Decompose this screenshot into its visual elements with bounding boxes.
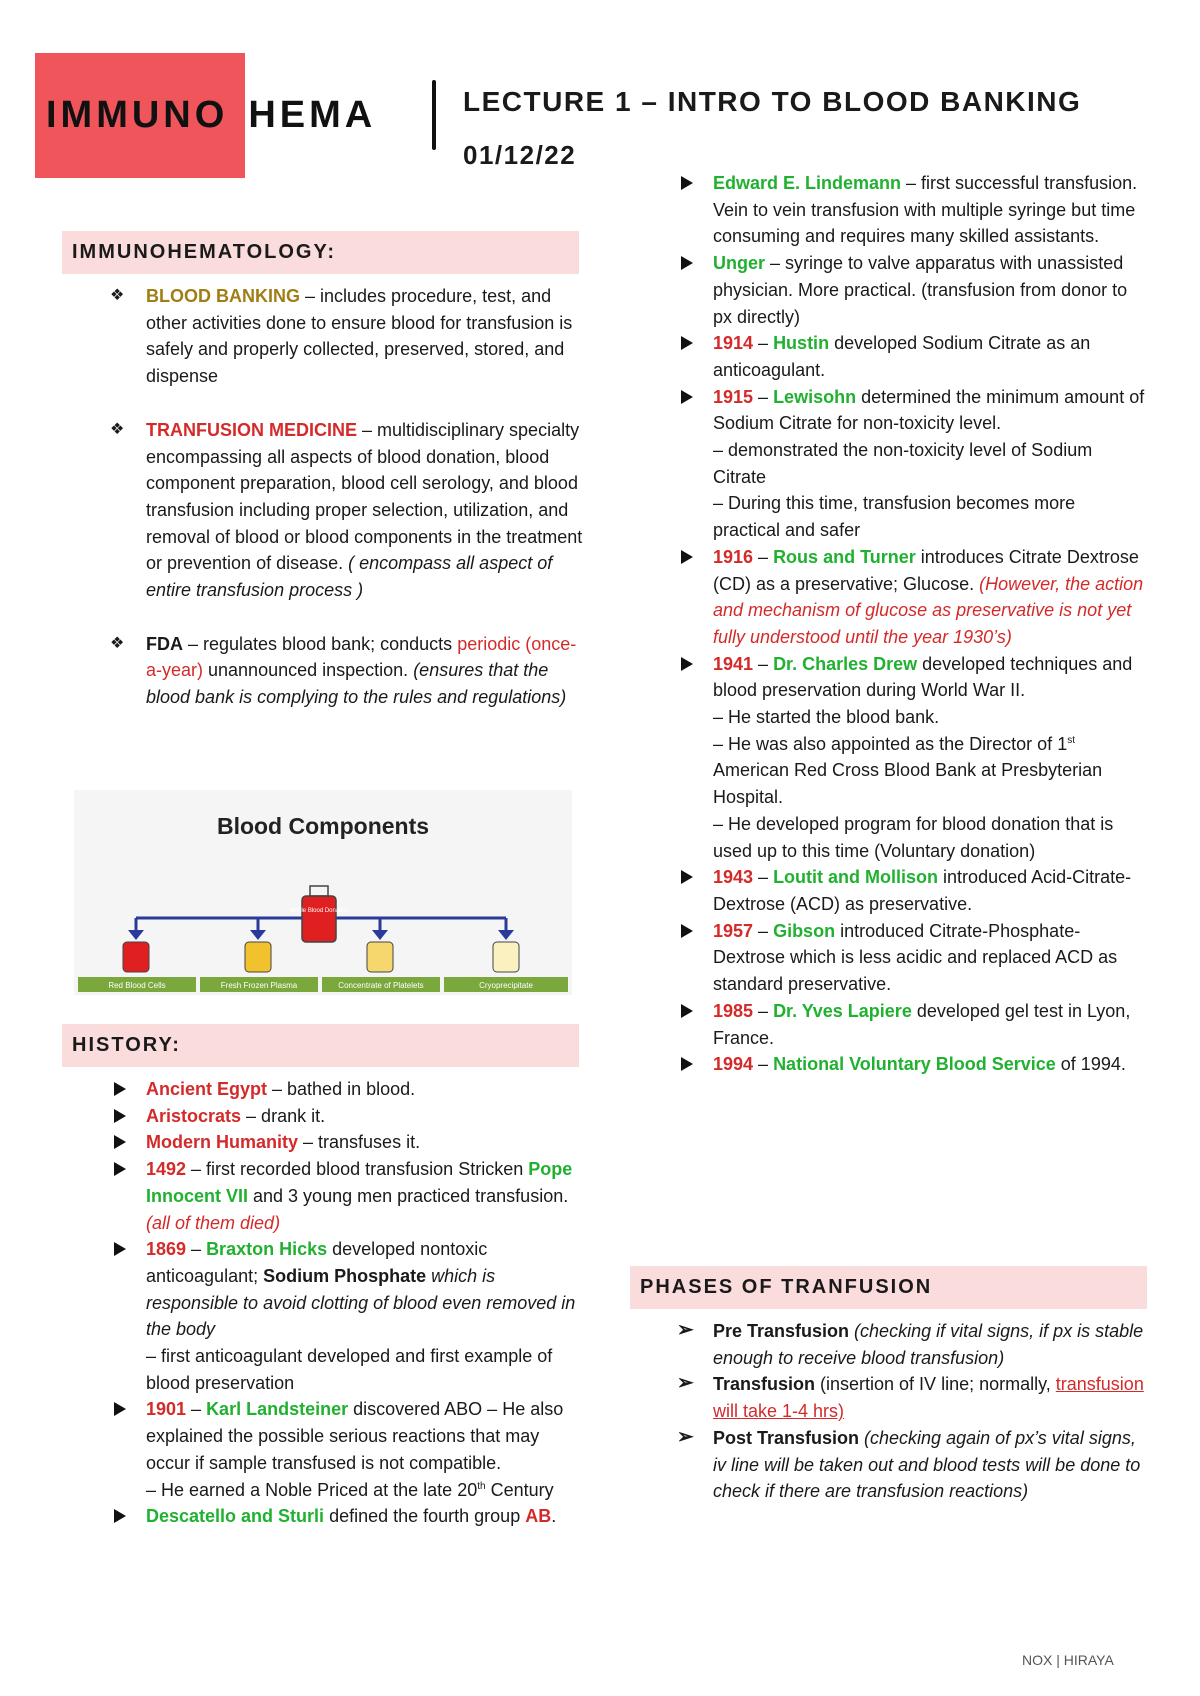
center-bag-label: Whole Blood Donation [289,908,349,914]
history-person: Dr. Yves Lapiere [773,1000,912,1021]
blood-components-figure [74,790,572,995]
arrow-bullet-icon [681,176,693,190]
history-term: Ancient Egypt [146,1079,268,1099]
note-transfusion-medicine: ( encompass all aspect of entire transfusion process ) [146,553,553,601]
history-dash: – [753,546,774,567]
history-item [713,918,1145,998]
history-subtext-part: – He earned a Noble Priced at the late 20 [146,1479,478,1500]
history-italic: which is responsible to avoid clotting of blood even removed in the body [146,1265,576,1340]
logo-right: HEMA [248,94,377,136]
lecture-title: LECTURE 1 – INTRO TO BLOOD BANKING [463,86,1082,117]
history-item [713,330,1145,383]
term-transfusion-medicine: TRANFUSION MEDICINE [146,419,357,440]
figure-title: Blood Components [216,813,430,839]
history-text: determined the minimum amount of Sodium Citrate for non-toxicity level. [713,386,1145,434]
history-subtext-part: American Red Cross Blood Bank at Presbyterian Hospital. [713,760,1103,808]
history-text: defined the fourth group [324,1506,526,1527]
history-item [713,544,1145,651]
history-person: Hustin [773,333,830,354]
history-item [713,998,1145,1051]
history-year: 1901 [146,1399,187,1420]
blood-components-diagram [74,790,572,995]
arrow-bullet-icon [114,1135,126,1149]
history-year: 1994 [713,1054,754,1075]
arrow-bullet-icon [681,924,693,938]
whole-blood-bag-icon [302,896,336,942]
section-history-heading: HISTORY: [62,1024,579,1067]
history-text: developed techniques and blood preservation during World War II. [713,653,1133,701]
phase-item [677,1371,1145,1424]
lecture-date: 01/12/22 [463,140,577,170]
arrow-bullet-icon [114,1402,126,1416]
history-person: Dr. Charles Drew [773,653,918,674]
history-year: 1957 [713,920,754,941]
diamond-bullet-icon: ❖ [110,287,125,304]
history-text: – bathed in blood. [267,1079,416,1099]
history-text: developed Sodium Citrate as an anticoagulant. [713,333,1091,380]
history-subtext: – He developed program for blood donation that is used up to this time (Voluntary donation) [713,813,1114,861]
history-dash: – [186,1399,207,1420]
logo [46,94,376,137]
history-dash: – [753,1000,774,1021]
phase-text: (insertion of IV line; normally, [815,1374,1056,1395]
bag-cryoprecipitate [493,918,519,972]
history-text: – transfuses it. [298,1132,421,1153]
label-red-cells: Red Blood Cells [108,981,166,990]
history-item [713,170,1145,250]
superscript: th [477,1480,486,1492]
list-item [110,283,586,390]
history-item [713,1051,1145,1078]
history-item [146,1129,586,1156]
history-item [146,1236,586,1396]
list-item [110,417,586,604]
history-person: Descatello and Sturli [146,1506,325,1527]
history-text: . [551,1506,557,1527]
arrow-bullet-icon [681,1004,693,1018]
immunohematology-list [110,283,586,711]
history-text: introduced Citrate-Phosphate-Dextrose which is less acidic and replaced ACD as standard preservative. [713,920,1118,995]
history-term: AB [525,1506,552,1527]
history-term: Modern Humanity [146,1132,299,1153]
phase-duration: transfusion will take 1-4 hrs) [713,1374,1144,1422]
note-fda: (ensures that the blood bank is complying to the rules and regulations) [146,660,567,708]
term-blood-banking: BLOOD BANKING [146,286,300,306]
arrow-bullet-icon [114,1242,126,1256]
chevron-bullet-icon: ➢ [677,1319,694,1341]
fda-periodic: periodic (once-a-year) [146,633,577,681]
history-term: Aristocrats [146,1105,242,1126]
arrow-bullet-icon [681,256,693,270]
history-person: Edward E. Lindemann [713,173,902,193]
arrow-bullet-icon [681,1057,693,1071]
history-item [713,651,1145,865]
label-cryo: Cryoprecipitate [479,981,533,990]
phase-term: Pre Transfusion [713,1321,850,1341]
label-platelets: Concentrate of Platelets [338,981,424,990]
cryo-bag-icon [493,942,519,972]
history-dash: – [753,333,774,354]
section-immunohematology-heading: IMMUNOHEMATOLOGY: [62,231,579,274]
history-item [146,1103,586,1130]
history-dash: – [753,653,774,674]
history-subtext: – first anticoagulant developed and first example of blood preservation [146,1346,553,1393]
definition-transfusion-medicine: – multidisciplinary specialty encompassing all aspects of blood donation, blood component preparation, blood cell serology, and blood transfusion including proper selection, utilization, and removal of blood or blood components in the treatment or prevention of disease. [146,419,583,574]
platelets-bag-icon [367,942,393,972]
history-person: Rous and Turner [773,546,916,567]
history-item [146,1396,586,1503]
arrow-bullet-icon [681,870,693,884]
history-dash: – [753,867,774,888]
history-subtext-part: Century [485,1479,554,1500]
arrow-bullet-icon [114,1162,126,1176]
label-plasma: Fresh Frozen Plasma [220,981,298,990]
history-list [146,1076,586,1530]
arrow-bullet-icon [114,1509,126,1523]
definition-blood-banking: – includes procedure, test, and other activities done to ensure blood for transfusion is safely and properly collected, preserved, stored, and dispense [146,286,573,387]
plasma-bag-icon [245,942,271,972]
history-text: developed gel test in Lyon, France. [713,1000,1131,1048]
history-term: Sodium Phosphate [263,1265,427,1286]
header-divider [432,80,436,150]
history-text: introduced Acid-Citrate-Dextrose (ACD) as preservative. [713,867,1132,914]
term-fda: FDA [146,633,183,654]
history-dash: – [753,920,774,941]
diamond-bullet-icon: ❖ [110,420,125,438]
history-year: 1941 [713,653,754,674]
history-subtext: – He started the blood bank. [713,707,940,728]
arrow-bullet-icon [681,336,693,350]
history-year: 1943 [713,867,754,888]
history-text: – first recorded blood transfusion Stricken [186,1159,529,1180]
chevron-bullet-icon: ➢ [677,1425,694,1448]
phase-note: (checking again of px’s vital signs, iv line will be taken out and blood tests will be done to check if there are transfusion reactions) [713,1427,1141,1502]
bag-platelets [367,918,393,972]
history-text: – drank it. [241,1105,326,1126]
history-subtext: – demonstrated the non-toxicity level of Sodium Citrate [713,440,1093,487]
history-person: Karl Landsteiner [206,1399,349,1420]
history-person: Gibson [773,920,836,941]
chevron-bullet-icon: ➢ [677,1372,694,1395]
superscript: st [1067,734,1075,746]
phase-note: (checking if vital signs, if px is stable enough to receive blood transfusion) [713,1321,1144,1368]
history-item [713,250,1145,330]
arrow-bullet-icon [681,550,693,564]
history-person: Unger [713,253,766,274]
history-item [713,864,1145,917]
history-year: 1914 [713,333,754,354]
history-item [146,1076,586,1103]
history-text: – first successful transfusion. Vein to vein transfusion with multiple syringe but time consuming and requires many skilled assistants. [713,173,1138,247]
section-phases-heading: PHASES OF TRANFUSION [630,1266,1147,1309]
list-item [110,631,586,711]
history-person: National Voluntary Blood Service [773,1054,1056,1075]
arrow-bullet-icon [681,657,693,671]
history-dash: – [753,386,774,407]
history-dash: – [186,1239,207,1260]
history-subtext [713,731,1145,811]
history-year: 1492 [146,1159,187,1180]
history-year: 1916 [713,546,754,567]
history-year: 1869 [146,1239,187,1260]
arrow-bullet-icon [681,390,693,404]
history-person: Braxton Hicks [206,1239,328,1260]
history-list-continued [713,170,1145,1078]
history-item [713,384,1145,544]
history-text: – syringe to valve apparatus with unassisted physician. More practical. (transfusion from donor to px directly) [713,253,1128,327]
history-item [146,1156,586,1236]
history-person: Pope Innocent VII [146,1159,573,1206]
history-note: (However, the action and mechanism of glucose as preservative is not yet fully understood until the year 1930’s) [713,573,1144,647]
history-dash: – [753,1054,774,1075]
history-year: 1985 [713,1000,754,1021]
red-cells-bag-icon [123,942,149,972]
definition-fda: – regulates blood bank; conducts [183,633,458,654]
arrow-bullet-icon [114,1082,126,1096]
history-text: introduces Citrate Dextrose (CD) as a preservative; Glucose. [713,546,1139,594]
arrow-bullet-icon [114,1109,126,1123]
phase-item [677,1425,1145,1505]
history-subtext: – During this time, transfusion becomes more practical and safer [713,493,1076,541]
bag-red-cells [123,918,149,972]
history-subtext-part: – He was also appointed as the Director of 1 [713,733,1068,754]
history-subtext [146,1477,586,1504]
definition-fda-2: unannounced inspection. [203,660,414,681]
history-text: of 1994. [1055,1054,1126,1075]
phase-term: Post Transfusion [713,1427,860,1448]
page-footer: NOX | HIRAYA [1022,1652,1114,1668]
history-text: and 3 young men practiced transfusion. [248,1185,569,1206]
history-year: 1915 [713,386,754,407]
phases-list [677,1318,1145,1505]
bag-fresh-frozen-plasma [245,918,271,972]
history-text: discovered ABO – He also explained the possible serious reactions that may occur if sample transfused is not compatible. [146,1399,564,1473]
history-item [146,1503,586,1530]
bag-port-icon [310,886,328,896]
history-person: Lewisohn [773,386,857,407]
phase-term: Transfusion [713,1374,816,1395]
diamond-bullet-icon: ❖ [110,634,125,652]
history-note: (all of them died) [146,1212,281,1233]
phase-item [677,1318,1145,1371]
history-person: Loutit and Mollison [773,867,939,888]
history-text: developed nontoxic anticoagulant; [146,1239,488,1286]
logo-left: IMMUNO [46,94,229,136]
